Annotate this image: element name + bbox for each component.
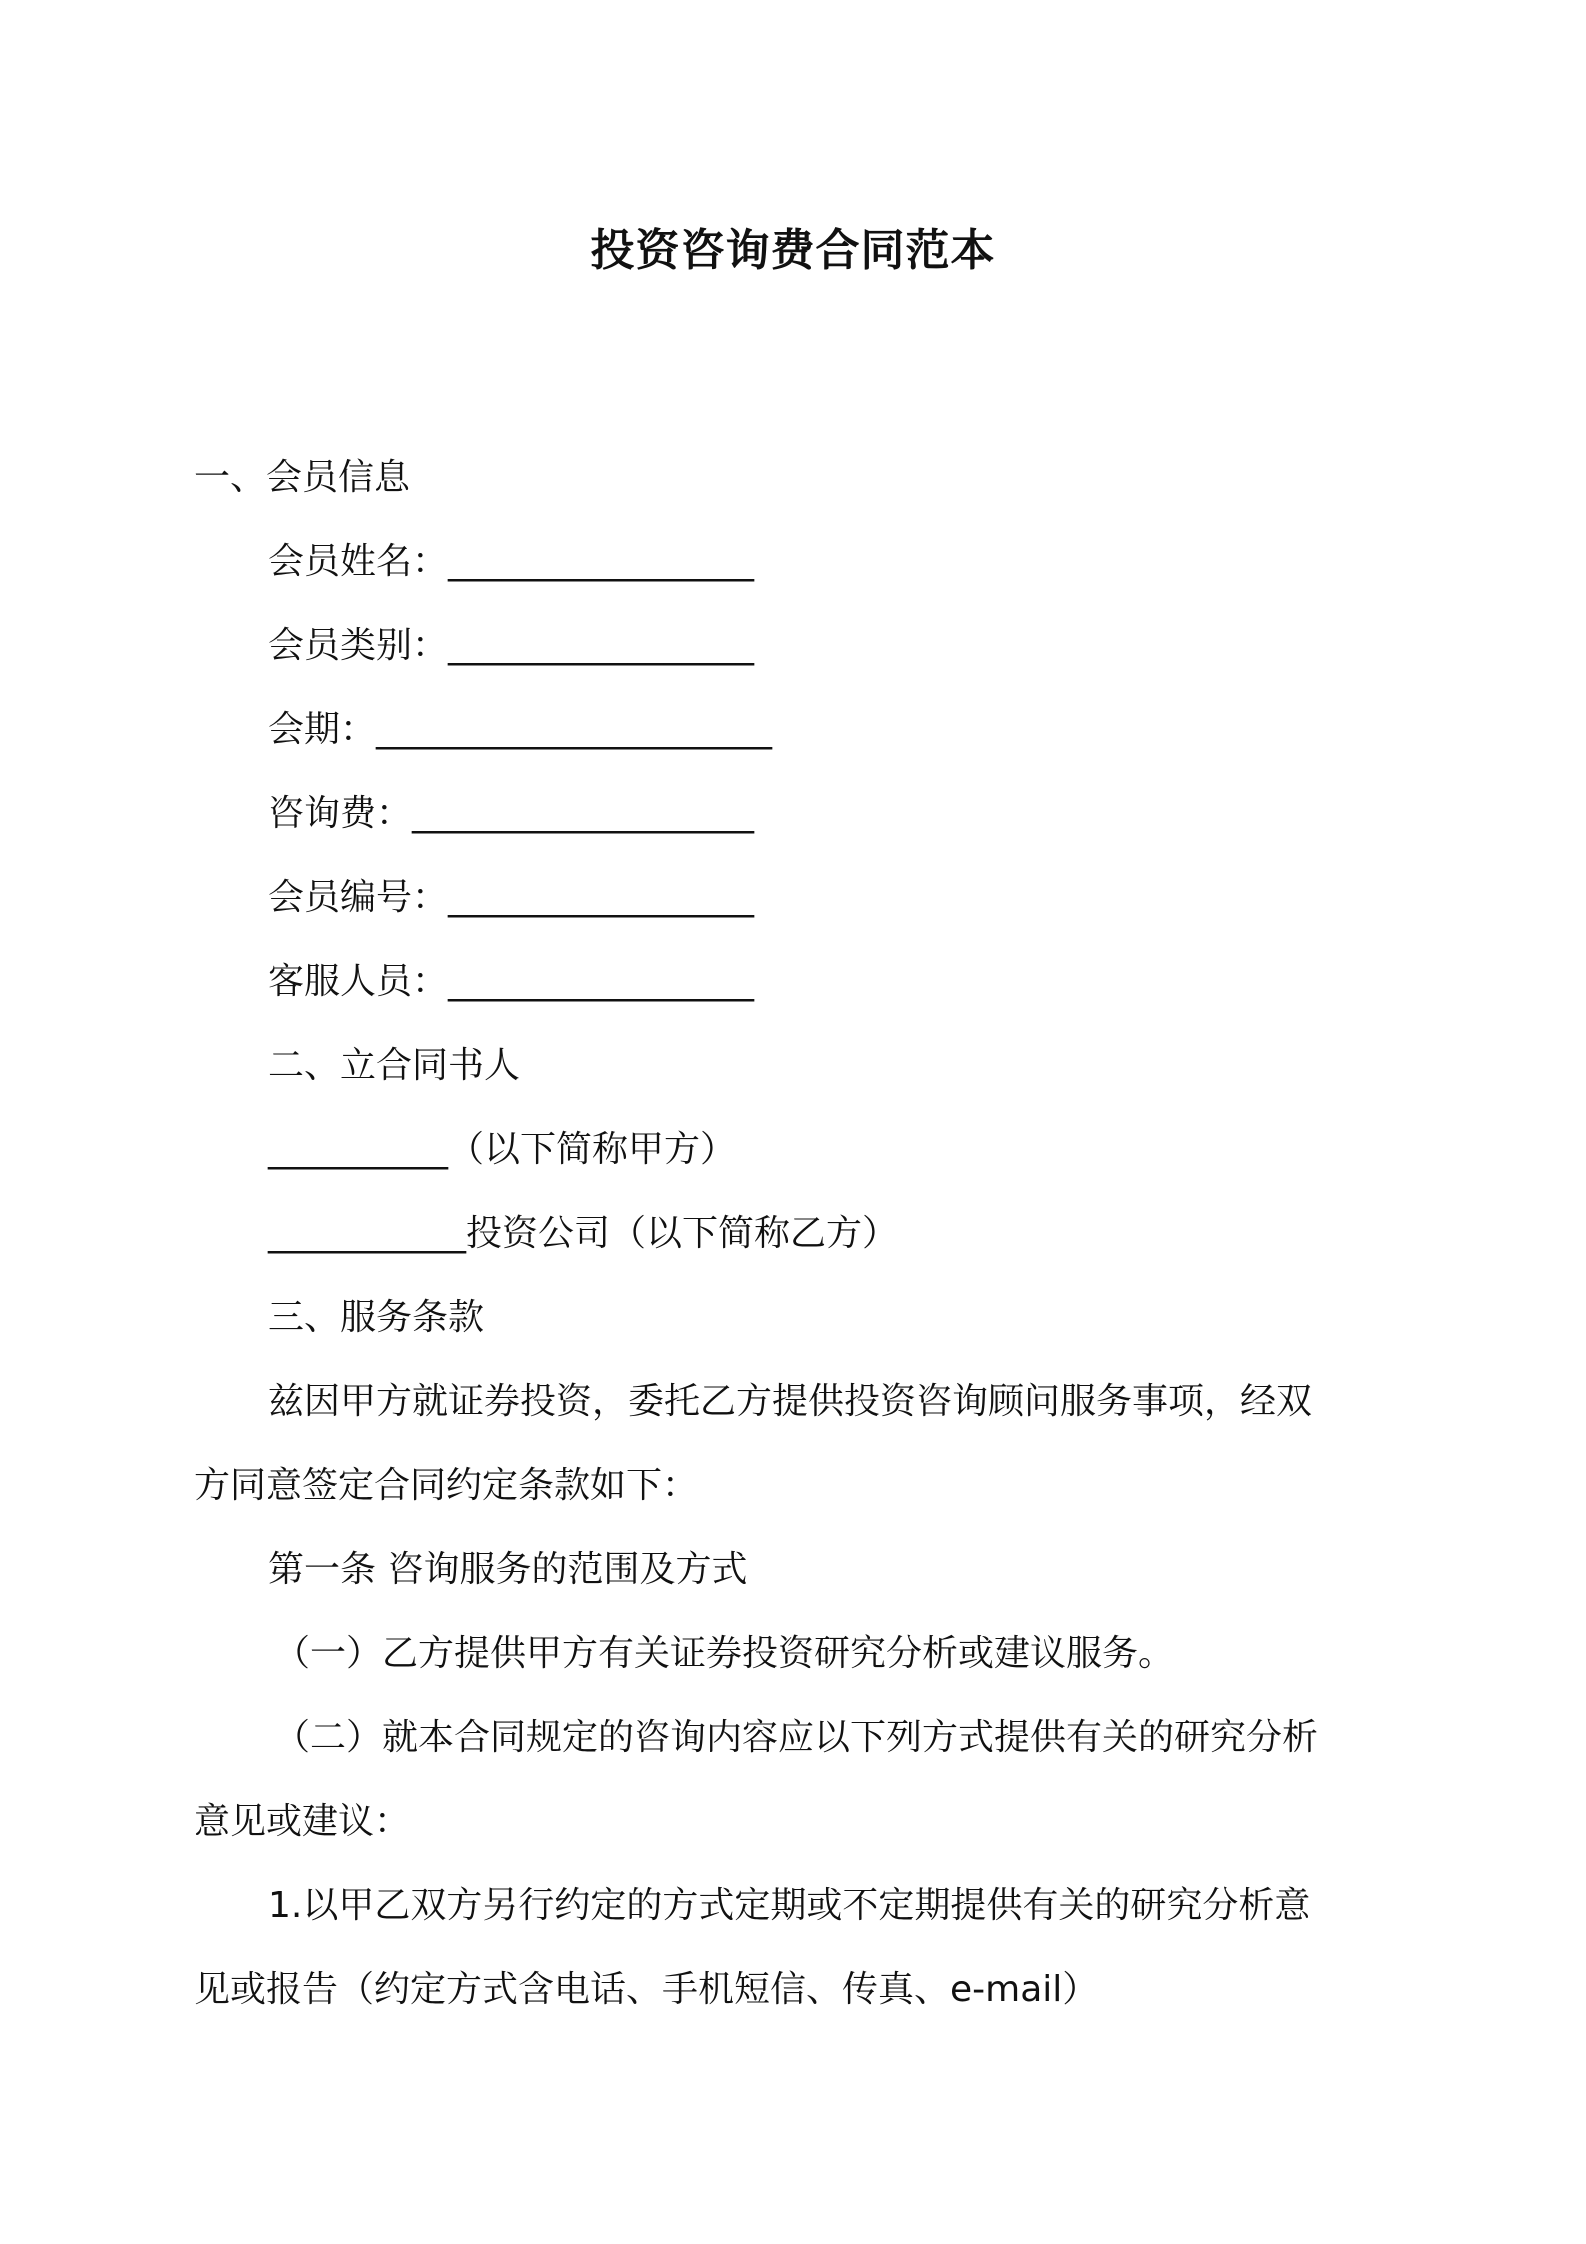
field-member-number: 会员编号：_________________ xyxy=(268,877,755,918)
party-b-line: ___________投资公司（以下简称乙方） xyxy=(268,1213,899,1254)
paragraph-line: 意见或建议： xyxy=(194,1801,411,1842)
field-service-staff: 客服人员：_________________ xyxy=(268,961,755,1002)
article-heading-1: 第一条 咨询服务的范围及方式 xyxy=(268,1549,748,1590)
field-membership-period: 会期：______________________ xyxy=(268,709,773,750)
list-item-1: 1.以甲乙双方另行约定的方式定期或不定期提供有关的研究分析意 xyxy=(268,1885,1311,1926)
document-title: 投资咨询费合同范本 xyxy=(590,225,996,276)
field-member-category: 会员类别：_________________ xyxy=(268,625,755,666)
party-a-line: __________（以下简称甲方） xyxy=(268,1129,737,1170)
section-heading-service-terms: 三、服务条款 xyxy=(268,1297,485,1338)
section-heading-contract-parties: 二、立合同书人 xyxy=(268,1045,521,1086)
clause-item-2: （二）就本合同规定的咨询内容应以下列方式提供有关的研究分析 xyxy=(274,1717,1319,1758)
clause-item-1: （一）乙方提供甲方有关证券投资研究分析或建议服务。 xyxy=(274,1633,1175,1674)
paragraph-line: 见或报告（约定方式含电话、手机短信、传真、e-mail） xyxy=(194,1969,1099,2010)
paragraph-line: 兹因甲方就证券投资，委托乙方提供投资咨询顾问服务事项，经双 xyxy=(268,1381,1313,1422)
section-heading-member-info: 一、会员信息 xyxy=(194,457,411,498)
paragraph-line: 方同意签定合同约定条款如下： xyxy=(194,1465,699,1506)
field-member-name: 会员姓名：_________________ xyxy=(268,541,755,582)
field-consulting-fee: 咨询费：___________________ xyxy=(268,793,755,834)
